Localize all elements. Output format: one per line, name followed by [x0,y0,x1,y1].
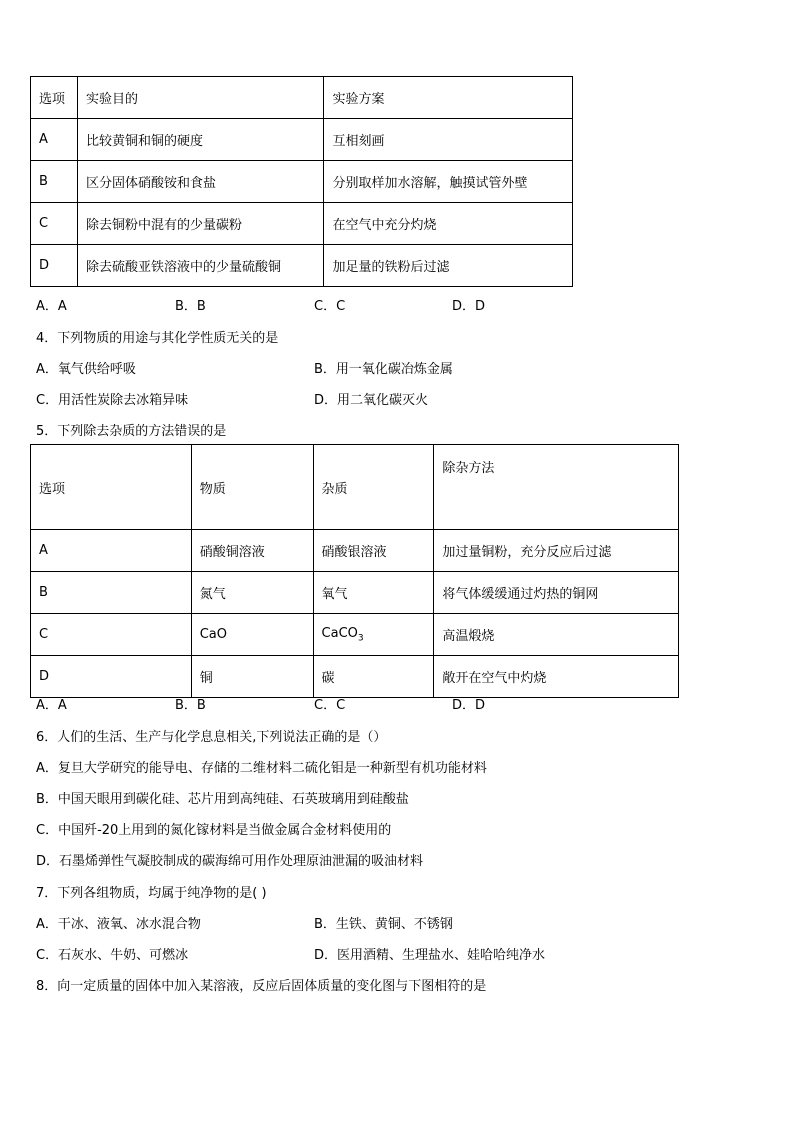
table-cell: C [31,614,192,656]
table-header-cell: 实验方案 [324,77,573,119]
q3-option-d[interactable]: D．D [452,299,486,314]
q7-option-c[interactable]: C．石灰水、牛奶、可燃冰 [36,948,189,963]
formula-text: CaCO [321,625,358,641]
table-cell: 加过量铜粉，充分反应后过滤 [434,530,679,572]
q5-option-b[interactable]: B．B [175,698,206,713]
table-cell: B [31,572,192,614]
q4-option-b[interactable]: B．用一氧化碳冶炼金属 [314,362,453,377]
table-row [31,572,679,614]
table-cell: 除去硫酸亚铁溶液中的少量硫酸铜 [77,245,324,287]
q7-option-b[interactable]: B．生铁、黄铜、不锈钢 [314,917,453,932]
q5-stem: 5．下列除去杂质的方法错误的是 [36,424,227,439]
table-cell: D [31,245,78,287]
q3-option-a[interactable]: A．A [36,299,67,314]
q4-option-c[interactable]: C．用活性炭除去冰箱异味 [36,393,189,408]
table-header-cell: 选项 [31,445,192,530]
q7-option-a[interactable]: A．干冰、液氧、冰水混合物 [36,917,201,932]
table-cell: 在空气中充分灼烧 [324,203,573,245]
q6-option-a[interactable]: A．复旦大学研究的能导电、存储的二维材料二硫化钼是一种新型有机功能材料 [36,761,487,776]
table-cell: 区分固体硝酸铵和食盐 [77,161,324,203]
q3-option-b[interactable]: B．B [175,299,206,314]
table-cell: 铜 [191,656,313,698]
q5-option-a[interactable]: A．A [36,698,67,713]
q5-option-d[interactable]: D．D [452,698,486,713]
table-header-cell: 实验目的 [77,77,324,119]
table-row [31,119,573,161]
experiment-table [30,76,573,287]
q5-option-c[interactable]: C．C [314,698,346,713]
table-cell: B [31,161,78,203]
table-cell: 硝酸银溶液 [313,530,434,572]
table-cell: 将气体缓缓通过灼热的铜网 [434,572,679,614]
formula-subscript: 3 [357,633,364,644]
q6-option-b[interactable]: B．中国天眼用到碳化硅、芯片用到高纯硅、石英玻璃用到硅酸盐 [36,792,409,807]
table-cell: 高温煅烧 [434,614,679,656]
table-cell: 分别取样加水溶解，触摸试管外壁 [324,161,573,203]
table-header-cell: 选项 [31,77,78,119]
table-cell: 比较黄铜和铜的硬度 [77,119,324,161]
table-row [31,656,679,698]
table-cell: D [31,656,192,698]
q4-option-a[interactable]: A．氧气供给呼吸 [36,362,136,377]
table-cell: 硝酸铜溶液 [191,530,313,572]
q4-stem: 4．下列物质的用途与其化学性质无关的是 [36,331,279,346]
table-row [31,161,573,203]
table-row [31,245,573,287]
table-cell: 氮气 [191,572,313,614]
q7-stem: 7．下列各组物质，均属于纯净物的是( ) [36,886,267,901]
table-cell: 除去铜粉中混有的少量碳粉 [77,203,324,245]
table-cell: CaO [191,614,313,656]
q7-option-d[interactable]: D．医用酒精、生理盐水、娃哈哈纯净水 [314,948,546,963]
table-header-row [31,445,679,530]
q6-stem: 6．人们的生活、生产与化学息息相关,下列说法正确的是（） [36,730,387,745]
table-cell: 敞开在空气中灼烧 [434,656,679,698]
table-header-row [31,77,573,119]
q3-option-c[interactable]: C．C [314,299,346,314]
table-cell: A [31,530,192,572]
table-cell: C [31,203,78,245]
table-cell: 碳 [313,656,434,698]
table-cell: A [31,119,78,161]
table-header-cell: 除杂方法 [434,445,679,530]
table-header-cell: 物质 [191,445,313,530]
table-row [31,614,679,656]
q8-stem: 8．向一定质量的固体中加入某溶液，反应后固体质量的变化图与下图相符的是 [36,979,487,994]
q6-option-d[interactable]: D．石墨烯弹性气凝胶制成的碳海绵可用作处理原油泄漏的吸油材料 [36,854,424,869]
table-cell: 互相刻画 [324,119,573,161]
table-cell: 加足量的铁粉后过滤 [324,245,573,287]
table-row [31,530,679,572]
q4-option-d[interactable]: D．用二氧化碳灭火 [314,393,429,408]
table-row [31,203,573,245]
q6-option-c[interactable]: C．中国歼-20上用到的氮化镓材料是当做金属合金材料使用的 [36,823,392,838]
impurity-table [30,444,679,698]
table-cell: 氧气 [313,572,434,614]
table-header-cell: 杂质 [313,445,434,530]
table-cell-formula [313,614,434,656]
